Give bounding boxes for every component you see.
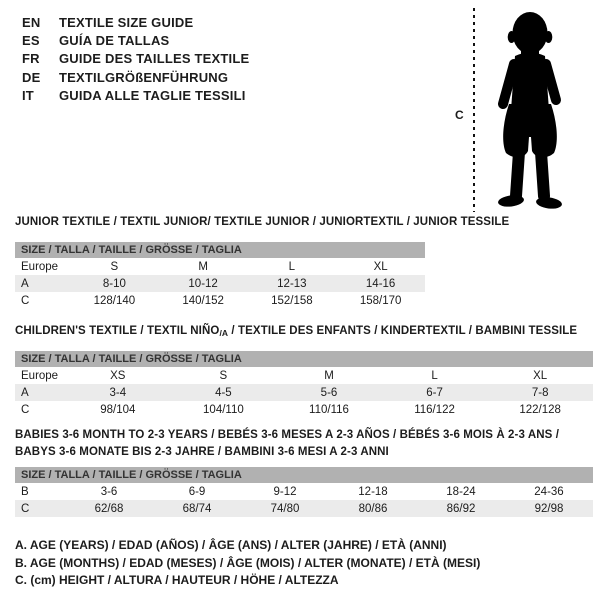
children-section-title <box>15 325 577 338</box>
language-code: EN <box>22 14 41 30</box>
table-cell: 122/128 <box>519 403 561 416</box>
row-label: A <box>21 277 29 290</box>
language-code: DE <box>22 69 41 85</box>
table-row-age <box>15 384 593 401</box>
table-cell: XL <box>373 260 388 273</box>
height-measure-label: C <box>455 108 464 122</box>
table-row-height <box>15 500 593 517</box>
language-code: ES <box>22 33 40 49</box>
children-size-table <box>15 351 593 418</box>
table-cell: 18-24 <box>446 485 476 498</box>
babies-title-line1: BABIES 3-6 MONTH TO 2-3 YEARS / BEBÉS 3-6 MESES A 2-3 AÑOS / BÉBÉS 3-6 MOIS À 2-3 ANS / <box>15 429 559 441</box>
table-cell: 6-9 <box>188 485 206 498</box>
children-title-prefix: CHILDREN'S TEXTILE / TEXTIL NIÑO <box>15 325 220 337</box>
table-cell: 7-8 <box>531 386 549 399</box>
row-label: A <box>21 386 29 399</box>
table-cell: 24-36 <box>534 485 564 498</box>
size-header-bar: SIZE / TALLA / TAILLE / GRÖSSE / TAGLIA <box>15 242 425 258</box>
legend-line-b: B. AGE (MONTHS) / EDAD (MESES) / ÂGE (MOIS) / ALTER (MONATE) / ETÀ (MESI) <box>15 555 481 570</box>
measure-legend <box>15 537 480 590</box>
table-row-height <box>15 401 593 418</box>
language-row-es <box>22 31 249 49</box>
table-cell: 98/104 <box>100 403 136 416</box>
language-row-de <box>22 68 249 86</box>
language-code: FR <box>22 51 40 67</box>
table-cell: 12-13 <box>277 277 307 290</box>
size-header-bar: SIZE / TALLA / TAILLE / GRÖSSE / TAGLIA <box>15 467 593 483</box>
table-cell: S <box>219 369 228 382</box>
table-cell: 3-4 <box>109 386 127 399</box>
table-cell: 86/92 <box>446 502 476 515</box>
table-cell: 74/80 <box>270 502 300 515</box>
row-label: C <box>21 294 30 307</box>
table-cell: 104/110 <box>203 403 244 416</box>
table-cell: 14-16 <box>365 277 396 290</box>
children-title-suffix: / TEXTILE DES ENFANTS / KINDERTEXTIL / BAMBINI TESSILE <box>228 325 578 337</box>
junior-size-table <box>15 242 425 309</box>
table-cell: 80/86 <box>358 502 388 515</box>
table-cell: 4-5 <box>215 386 232 399</box>
table-cell: 10-12 <box>188 277 218 290</box>
size-header-bar: SIZE / TALLA / TAILLE / GRÖSSE / TAGLIA <box>15 351 593 367</box>
language-row-en <box>22 13 249 31</box>
table-cell: 158/170 <box>359 294 402 307</box>
language-row-fr <box>22 50 249 68</box>
table-cell: S <box>110 260 119 273</box>
language-title: TEXTILE SIZE GUIDE <box>59 14 194 30</box>
table-cell: XS <box>110 369 126 382</box>
language-title-list <box>22 13 249 105</box>
table-cell: 3-6 <box>100 485 118 498</box>
table-row-age <box>15 275 425 292</box>
babies-size-table <box>15 467 593 517</box>
row-label: C <box>21 403 30 416</box>
table-cell: M <box>324 369 334 382</box>
children-title-subscript: /A <box>219 328 229 338</box>
language-title: TEXTILGRÖßENFÜHRUNG <box>59 69 229 85</box>
table-row-europe <box>15 367 593 384</box>
legend-line-a: A. AGE (YEARS) / EDAD (AÑOS) / ÂGE (ANS) / ALTER (JAHRE) / ETÀ (ANNI) <box>15 538 447 552</box>
table-cell: 116/122 <box>414 403 455 416</box>
table-cell: 110/116 <box>309 403 349 416</box>
row-label: C <box>21 502 30 515</box>
table-cell: 6-7 <box>426 386 443 399</box>
table-cell: L <box>288 260 296 273</box>
table-cell: 5-6 <box>320 386 338 399</box>
junior-section-title: JUNIOR TEXTILE / TEXTIL JUNIOR/ TEXTILE JUNIOR / JUNIORTEXTIL / JUNIOR TESSILE <box>15 216 510 228</box>
table-cell: M <box>198 260 208 273</box>
table-cell: 68/74 <box>182 502 212 515</box>
language-row-it <box>22 87 249 105</box>
table-cell: 128/140 <box>93 294 136 307</box>
table-cell: 140/152 <box>182 294 224 307</box>
babies-section-title <box>15 427 559 460</box>
language-title: GUÍA DE TALLAS <box>59 33 170 49</box>
language-title: GUIDA ALLE TAGLIE TESSILI <box>59 88 246 104</box>
table-row-europe <box>15 258 425 275</box>
table-cell: 152/158 <box>271 294 313 307</box>
height-measure-dashed-line <box>473 8 475 212</box>
language-title: GUIDE DES TAILLES TEXTILE <box>59 51 250 67</box>
table-cell: L <box>431 369 438 382</box>
table-cell: XL <box>533 369 548 382</box>
table-cell: 12-18 <box>358 485 388 498</box>
language-code: IT <box>22 88 34 104</box>
row-label: Europe <box>21 260 59 273</box>
babies-title-line2: BABYS 3-6 MONATE BIS 2-3 JAHRE / BAMBINI 3-6 MESI A 2-3 ANNI <box>15 445 389 458</box>
table-cell: 62/68 <box>94 502 124 515</box>
legend-line-c: C. (cm) HEIGHT / ALTURA / HAUTEUR / HÖHE / ALTEZZA <box>15 573 339 587</box>
baby-silhouette-icon <box>486 6 574 214</box>
table-row-age-months <box>15 483 593 500</box>
table-cell: 8-10 <box>102 277 126 290</box>
row-label: B <box>21 485 29 498</box>
table-row-height <box>15 292 425 309</box>
table-cell: 92/98 <box>534 502 564 515</box>
row-label: Europe <box>21 369 59 382</box>
table-cell: 9-12 <box>273 485 297 498</box>
